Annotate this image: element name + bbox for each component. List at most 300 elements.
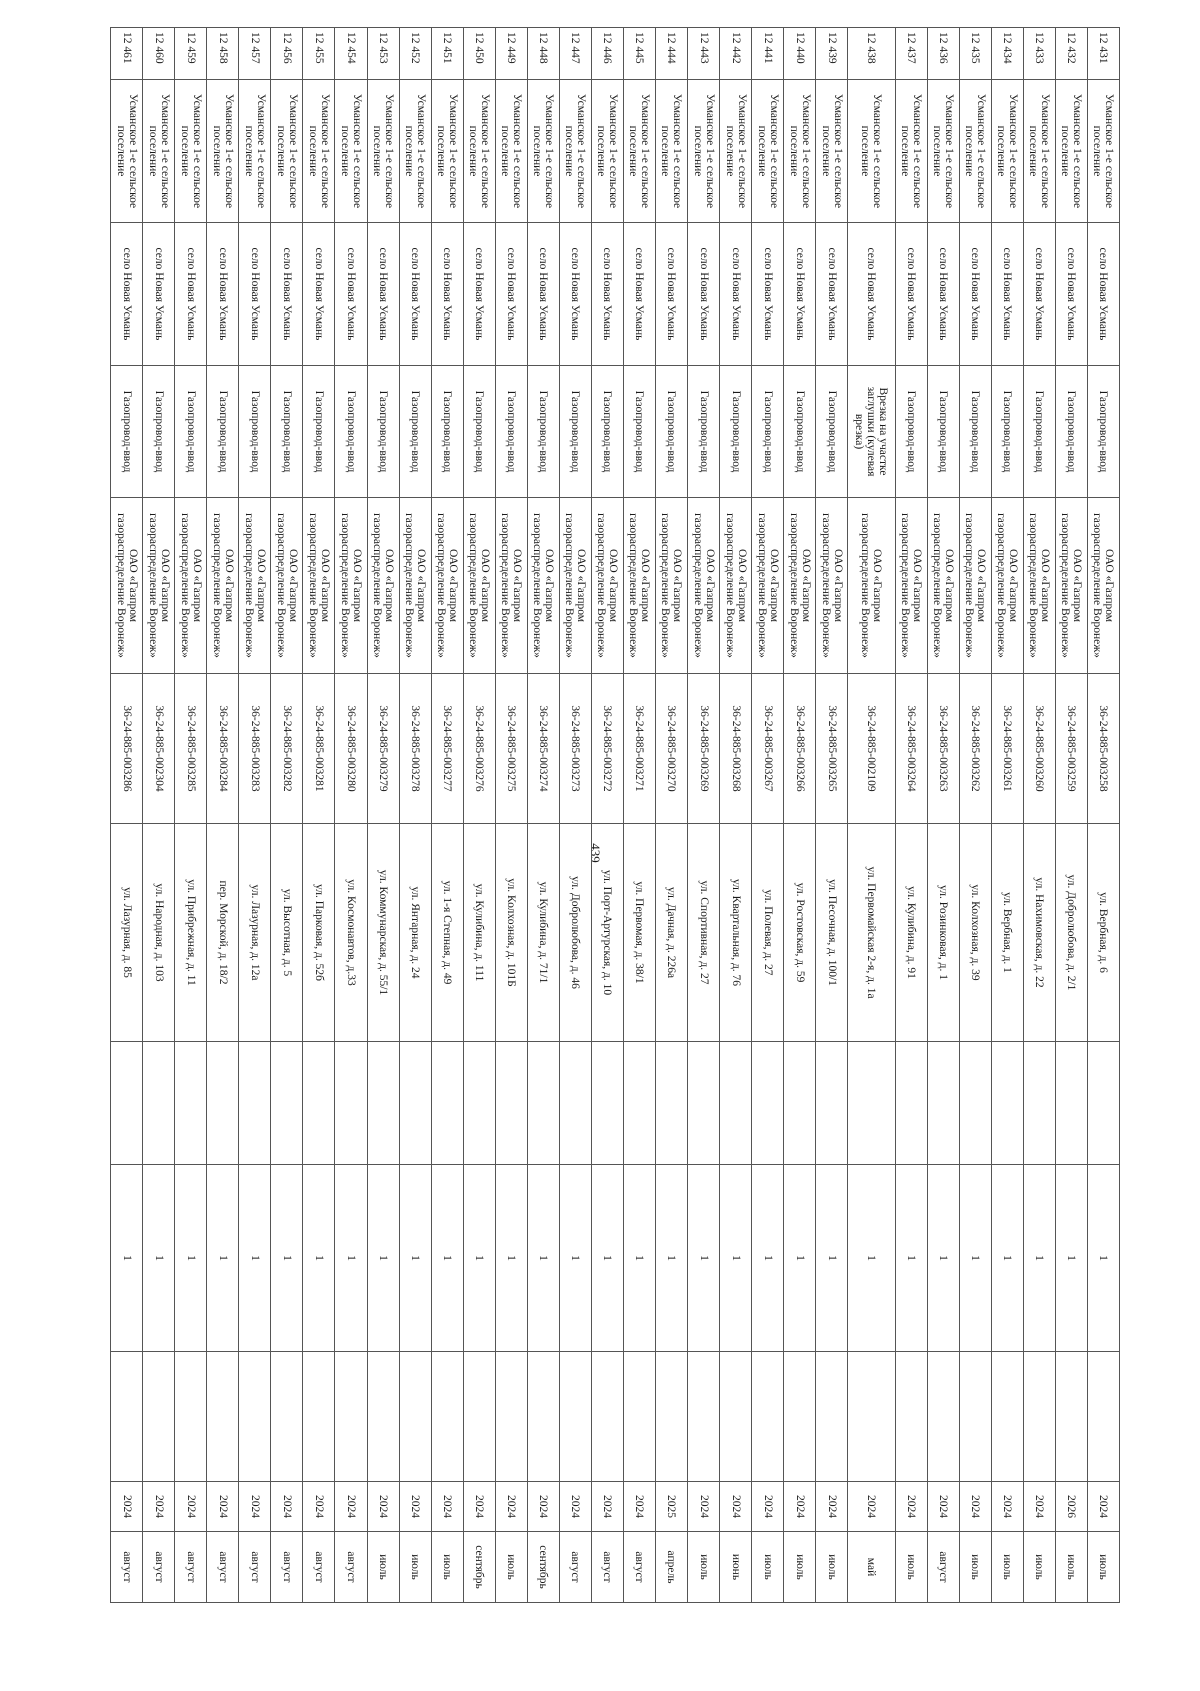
empty-cell [752, 1352, 784, 1482]
empty-cell [367, 1042, 399, 1165]
empty-cell [1023, 1352, 1055, 1482]
locality-cell: село Новая Усмань [335, 223, 367, 366]
table-row [1023, 28, 1055, 1603]
empty-cell [239, 1352, 271, 1482]
quantity-cell: 1 [991, 1165, 1023, 1352]
empty-cell [431, 1352, 463, 1482]
locality-cell: село Новая Усмань [688, 223, 720, 366]
settlement-cell: Усманское 1-е сельское поселение [959, 80, 991, 223]
row-number: 12 460 [143, 28, 175, 80]
settlement-cell: Усманское 1-е сельское поселение [495, 80, 527, 223]
owner-cell: ОАО «Газпром газораспределение Воронеж» [752, 498, 784, 674]
year-cell: 2024 [752, 1482, 784, 1532]
quantity-cell: 1 [303, 1165, 335, 1352]
address-cell: ул. Вербная, д. 6 [1087, 824, 1119, 1042]
object-type-cell: Врезка на участке заглушки (кулевая врезка) [848, 366, 895, 498]
year-cell: 2024 [720, 1482, 752, 1532]
quantity-cell: 1 [927, 1165, 959, 1352]
settlement-cell: Усманское 1-е сельское поселение [367, 80, 399, 223]
object-code-cell: 36-24-885-003283 [239, 674, 271, 824]
object-type-cell: Газопровод-ввод [752, 366, 784, 498]
object-code-cell: 36-24-885-003276 [463, 674, 495, 824]
row-number: 12 451 [431, 28, 463, 80]
quantity-cell: 1 [111, 1165, 143, 1352]
locality-cell: село Новая Усмань [143, 223, 175, 366]
row-number: 12 437 [895, 28, 927, 80]
object-code-cell: 36-24-885-003280 [335, 674, 367, 824]
empty-cell [1055, 1352, 1087, 1482]
owner-cell: ОАО «Газпром газораспределение Воронеж» [1087, 498, 1119, 674]
locality-cell: село Новая Усмань [848, 223, 895, 366]
settlement-cell: Усманское 1-е сельское поселение [720, 80, 752, 223]
object-type-cell: Газопровод-ввод [207, 366, 239, 498]
quantity-cell: 1 [399, 1165, 431, 1352]
object-code-cell: 36-24-885-003260 [1023, 674, 1055, 824]
object-code-cell: 36-24-885-003268 [720, 674, 752, 824]
address-cell: ул. Квартальная, д. 76 [720, 824, 752, 1042]
locality-cell: село Новая Усмань [367, 223, 399, 366]
owner-cell: ОАО «Газпром газораспределение Воронеж» [399, 498, 431, 674]
empty-cell [559, 1042, 591, 1165]
row-number: 12 441 [752, 28, 784, 80]
empty-cell [927, 1042, 959, 1165]
table-row [399, 28, 431, 1603]
empty-cell [399, 1042, 431, 1165]
row-number: 12 456 [271, 28, 303, 80]
year-cell: 2024 [175, 1482, 207, 1532]
settlement-cell: Усманское 1-е сельское поселение [559, 80, 591, 223]
month-cell: июль [1087, 1532, 1119, 1603]
owner-cell: ОАО «Газпром газораспределение Воронеж» [991, 498, 1023, 674]
month-cell: июль [1023, 1532, 1055, 1603]
empty-cell [463, 1042, 495, 1165]
quantity-cell: 1 [720, 1165, 752, 1352]
month-cell: июль [895, 1532, 927, 1603]
row-number: 12 439 [816, 28, 848, 80]
month-cell: июль [399, 1532, 431, 1603]
object-type-cell: Газопровод-ввод [239, 366, 271, 498]
settlement-cell: Усманское 1-е сельское поселение [623, 80, 655, 223]
empty-cell [784, 1042, 816, 1165]
row-number: 12 445 [623, 28, 655, 80]
empty-cell [367, 1352, 399, 1482]
owner-cell: ОАО «Газпром газораспределение Воронеж» [784, 498, 816, 674]
object-code-cell: 36-24-885-003270 [655, 674, 687, 824]
year-cell: 2024 [143, 1482, 175, 1532]
month-cell: август [111, 1532, 143, 1603]
table-row [848, 28, 895, 1603]
row-number: 12 458 [207, 28, 239, 80]
month-cell: июль [688, 1532, 720, 1603]
quantity-cell: 1 [431, 1165, 463, 1352]
month-cell: июль [752, 1532, 784, 1603]
empty-cell [591, 1042, 623, 1165]
owner-cell: ОАО «Газпром газораспределение Воронеж» [688, 498, 720, 674]
object-code-cell: 36-24-885-003285 [175, 674, 207, 824]
month-cell: июль [991, 1532, 1023, 1603]
object-code-cell: 36-24-885-003277 [431, 674, 463, 824]
object-type-cell: Газопровод-ввод [335, 366, 367, 498]
quantity-cell: 1 [175, 1165, 207, 1352]
empty-cell [688, 1042, 720, 1165]
year-cell: 2024 [688, 1482, 720, 1532]
month-cell: июль [431, 1532, 463, 1603]
locality-cell: село Новая Усмань [784, 223, 816, 366]
address-cell: ул. Лазурная, д. 85 [111, 824, 143, 1042]
quantity-cell: 1 [959, 1165, 991, 1352]
locality-cell: село Новая Усмань [207, 223, 239, 366]
row-number: 12 444 [655, 28, 687, 80]
object-code-cell: 36-24-885-003262 [959, 674, 991, 824]
table-row [623, 28, 655, 1603]
table-row [207, 28, 239, 1603]
quantity-cell: 1 [1087, 1165, 1119, 1352]
year-cell: 2024 [303, 1482, 335, 1532]
locality-cell: село Новая Усмань [271, 223, 303, 366]
owner-cell: ОАО «Газпром газораспределение Воронеж» [895, 498, 927, 674]
table-row [463, 28, 495, 1603]
object-type-cell: Газопровод-ввод [271, 366, 303, 498]
year-cell: 2024 [399, 1482, 431, 1532]
table-row [688, 28, 720, 1603]
address-cell: ул. Песочная, д. 100/1 [816, 824, 848, 1042]
table-row [527, 28, 559, 1603]
address-cell: ул. Кулибина, д. 111 [463, 824, 495, 1042]
object-type-cell: Газопровод-ввод [527, 366, 559, 498]
empty-cell [335, 1352, 367, 1482]
object-type-cell: Газопровод-ввод [720, 366, 752, 498]
table-row [303, 28, 335, 1603]
settlement-cell: Усманское 1-е сельское поселение [991, 80, 1023, 223]
settlement-cell: Усманское 1-е сельское поселение [752, 80, 784, 223]
object-type-cell: Газопровод-ввод [927, 366, 959, 498]
year-cell: 2024 [848, 1482, 895, 1532]
quantity-cell: 1 [848, 1165, 895, 1352]
owner-cell: ОАО «Газпром газораспределение Воронеж» [143, 498, 175, 674]
locality-cell: село Новая Усмань [591, 223, 623, 366]
locality-cell: село Новая Усмань [1023, 223, 1055, 366]
year-cell: 2024 [559, 1482, 591, 1532]
quantity-cell: 1 [1023, 1165, 1055, 1352]
empty-cell [848, 1352, 895, 1482]
month-cell: август [207, 1532, 239, 1603]
empty-cell [431, 1042, 463, 1165]
quantity-cell: 1 [495, 1165, 527, 1352]
object-code-cell: 36-24-885-003274 [527, 674, 559, 824]
object-code-cell: 36-24-885-003281 [303, 674, 335, 824]
address-cell: ул. Колхозная, д. 39 [959, 824, 991, 1042]
empty-cell [720, 1352, 752, 1482]
address-cell: ул. Кулибина, д. 91 [895, 824, 927, 1042]
locality-cell: село Новая Усмань [527, 223, 559, 366]
quantity-cell: 1 [463, 1165, 495, 1352]
quantity-cell: 1 [752, 1165, 784, 1352]
page-number: 439 [587, 843, 603, 863]
address-cell: ул. Первомая, д. 38/1 [623, 824, 655, 1042]
year-cell: 2024 [623, 1482, 655, 1532]
empty-cell [927, 1352, 959, 1482]
locality-cell: село Новая Усмань [959, 223, 991, 366]
settlement-cell: Усманское 1-е сельское поселение [143, 80, 175, 223]
empty-cell [143, 1352, 175, 1482]
locality-cell: село Новая Усмань [623, 223, 655, 366]
empty-cell [895, 1042, 927, 1165]
year-cell: 2026 [1055, 1482, 1087, 1532]
empty-cell [111, 1352, 143, 1482]
empty-cell [959, 1042, 991, 1165]
month-cell: август [591, 1532, 623, 1603]
empty-cell [816, 1352, 848, 1482]
settlement-cell: Усманское 1-е сельское поселение [895, 80, 927, 223]
owner-cell: ОАО «Газпром газораспределение Воронеж» [959, 498, 991, 674]
month-cell: май [848, 1532, 895, 1603]
settlement-cell: Усманское 1-е сельское поселение [303, 80, 335, 223]
year-cell: 2024 [991, 1482, 1023, 1532]
address-cell: ул. Высотная, д. 5 [271, 824, 303, 1042]
quantity-cell: 1 [367, 1165, 399, 1352]
locality-cell: село Новая Усмань [111, 223, 143, 366]
year-cell: 2024 [927, 1482, 959, 1532]
object-code-cell: 36-24-885-003284 [207, 674, 239, 824]
owner-cell: ОАО «Газпром газораспределение Воронеж» [111, 498, 143, 674]
empty-cell [655, 1042, 687, 1165]
row-number: 12 450 [463, 28, 495, 80]
empty-cell [784, 1352, 816, 1482]
address-cell: ул. Порт-Артурская, д. 10 [591, 824, 623, 1042]
table-row [816, 28, 848, 1603]
address-cell: ул. Добролюбова, д. 46 [559, 824, 591, 1042]
row-number: 12 447 [559, 28, 591, 80]
object-type-cell: Газопровод-ввод [399, 366, 431, 498]
empty-cell [1087, 1042, 1119, 1165]
settlement-cell: Усманское 1-е сельское поселение [816, 80, 848, 223]
row-number: 12 442 [720, 28, 752, 80]
settlement-cell: Усманское 1-е сельское поселение [175, 80, 207, 223]
address-cell: ул. Колхозная, д. 101Б [495, 824, 527, 1042]
locality-cell: село Новая Усмань [927, 223, 959, 366]
owner-cell: ОАО «Газпром газораспределение Воронеж» [175, 498, 207, 674]
object-code-cell: 36-24-885-003264 [895, 674, 927, 824]
table-row [784, 28, 816, 1603]
empty-cell [271, 1042, 303, 1165]
address-cell: ул. Полевая, д. 27 [752, 824, 784, 1042]
object-type-cell: Газопровод-ввод [111, 366, 143, 498]
object-type-cell: Газопровод-ввод [143, 366, 175, 498]
object-type-cell: Газопровод-ввод [1055, 366, 1087, 498]
quantity-cell: 1 [655, 1165, 687, 1352]
month-cell: сентябрь [463, 1532, 495, 1603]
month-cell: июль [816, 1532, 848, 1603]
year-cell: 2024 [1087, 1482, 1119, 1532]
object-type-cell: Газопровод-ввод [623, 366, 655, 498]
object-code-cell: 36-24-885-003282 [271, 674, 303, 824]
settlement-cell: Усманское 1-е сельское поселение [239, 80, 271, 223]
address-cell: ул. 1-я Степная, д. 49 [431, 824, 463, 1042]
owner-cell: ОАО «Газпром газораспределение Воронеж» [1023, 498, 1055, 674]
settlement-cell: Усманское 1-е сельское поселение [527, 80, 559, 223]
address-cell: ул. Вербная, д. 1 [991, 824, 1023, 1042]
address-cell: ул. Кулибина, д. 71/1 [527, 824, 559, 1042]
year-cell: 2024 [1023, 1482, 1055, 1532]
owner-cell: ОАО «Газпром газораспределение Воронеж» [335, 498, 367, 674]
empty-cell [335, 1042, 367, 1165]
object-code-cell: 36-24-885-003269 [688, 674, 720, 824]
table-body [111, 28, 1120, 1603]
object-type-cell: Газопровод-ввод [816, 366, 848, 498]
empty-cell [303, 1352, 335, 1482]
address-cell: ул. Розинковая, д. 1 [927, 824, 959, 1042]
empty-cell [1023, 1042, 1055, 1165]
month-cell: август [239, 1532, 271, 1603]
month-cell: июль [959, 1532, 991, 1603]
owner-cell: ОАО «Газпром газораспределение Воронеж» [303, 498, 335, 674]
month-cell: август [927, 1532, 959, 1603]
address-cell: ул. Янтарная, д. 24 [399, 824, 431, 1042]
year-cell: 2024 [591, 1482, 623, 1532]
object-code-cell: 36-24-885-003278 [399, 674, 431, 824]
owner-cell: ОАО «Газпром газораспределение Воронеж» [848, 498, 895, 674]
object-code-cell: 36-24-885-003263 [927, 674, 959, 824]
object-code-cell: 36-24-885-003271 [623, 674, 655, 824]
month-cell: август [303, 1532, 335, 1603]
table-row [895, 28, 927, 1603]
empty-cell [816, 1042, 848, 1165]
locality-cell: село Новая Усмань [495, 223, 527, 366]
month-cell: июль [495, 1532, 527, 1603]
object-code-cell: 36-24-885-002304 [143, 674, 175, 824]
quantity-cell: 1 [207, 1165, 239, 1352]
object-type-cell: Газопровод-ввод [591, 366, 623, 498]
table-row [111, 28, 143, 1603]
object-type-cell: Газопровод-ввод [495, 366, 527, 498]
settlement-cell: Усманское 1-е сельское поселение [431, 80, 463, 223]
row-number: 12 459 [175, 28, 207, 80]
owner-cell: ОАО «Газпром газораспределение Воронеж» [495, 498, 527, 674]
row-number: 12 443 [688, 28, 720, 80]
empty-cell [848, 1042, 895, 1165]
year-cell: 2024 [463, 1482, 495, 1532]
settlement-cell: Усманское 1-е сельское поселение [784, 80, 816, 223]
row-number: 12 448 [527, 28, 559, 80]
empty-cell [527, 1042, 559, 1165]
empty-cell [655, 1352, 687, 1482]
object-code-cell: 36-24-885-003258 [1087, 674, 1119, 824]
empty-cell [463, 1352, 495, 1482]
owner-cell: ОАО «Газпром газораспределение Воронеж» [623, 498, 655, 674]
object-code-cell: 36-24-885-003266 [784, 674, 816, 824]
object-type-cell: Газопровод-ввод [1023, 366, 1055, 498]
month-cell: сентябрь [527, 1532, 559, 1603]
table-row [175, 28, 207, 1603]
settlement-cell: Усманское 1-е сельское поселение [655, 80, 687, 223]
table-row [991, 28, 1023, 1603]
object-type-cell: Газопровод-ввод [175, 366, 207, 498]
address-cell: ул. Первомайская 2-я, д. 1а [848, 824, 895, 1042]
table-row [591, 28, 623, 1603]
quantity-cell: 1 [591, 1165, 623, 1352]
object-type-cell: Газопровод-ввод [655, 366, 687, 498]
locality-cell: село Новая Усмань [175, 223, 207, 366]
address-cell: ул. Нахимовская, д. 22 [1023, 824, 1055, 1042]
year-cell: 2024 [816, 1482, 848, 1532]
empty-cell [959, 1352, 991, 1482]
owner-cell: ОАО «Газпром газораспределение Воронеж» [431, 498, 463, 674]
row-number: 12 452 [399, 28, 431, 80]
address-cell: ул. Народная, д. 103 [143, 824, 175, 1042]
object-type-cell: Газопровод-ввод [991, 366, 1023, 498]
table-row [239, 28, 271, 1603]
quantity-cell: 1 [784, 1165, 816, 1352]
year-cell: 2024 [207, 1482, 239, 1532]
empty-cell [111, 1042, 143, 1165]
empty-cell [495, 1042, 527, 1165]
settlement-cell: Усманское 1-е сельское поселение [399, 80, 431, 223]
month-cell: апрель [655, 1532, 687, 1603]
row-number: 12 455 [303, 28, 335, 80]
row-number: 12 435 [959, 28, 991, 80]
table-row [1087, 28, 1119, 1603]
table-row [495, 28, 527, 1603]
row-number: 12 431 [1087, 28, 1119, 80]
empty-cell [623, 1042, 655, 1165]
locality-cell: село Новая Усмань [816, 223, 848, 366]
table-row [655, 28, 687, 1603]
month-cell: август [335, 1532, 367, 1603]
address-cell: ул. Парковая, д. 52б [303, 824, 335, 1042]
quantity-cell: 1 [271, 1165, 303, 1352]
month-cell: июль [1055, 1532, 1087, 1603]
row-number: 12 434 [991, 28, 1023, 80]
year-cell: 2024 [335, 1482, 367, 1532]
row-number: 12 440 [784, 28, 816, 80]
year-cell: 2024 [367, 1482, 399, 1532]
quantity-cell: 1 [623, 1165, 655, 1352]
object-type-cell: Газопровод-ввод [688, 366, 720, 498]
table-row [431, 28, 463, 1603]
quantity-cell: 1 [143, 1165, 175, 1352]
locality-cell: село Новая Усмань [720, 223, 752, 366]
year-cell: 2024 [111, 1482, 143, 1532]
settlement-cell: Усманское 1-е сельское поселение [463, 80, 495, 223]
locality-cell: село Новая Усмань [1055, 223, 1087, 366]
object-code-cell: 36-24-885-003273 [559, 674, 591, 824]
owner-cell: ОАО «Газпром газораспределение Воронеж» [591, 498, 623, 674]
month-cell: август [559, 1532, 591, 1603]
row-number: 12 438 [848, 28, 895, 80]
month-cell: июнь [720, 1532, 752, 1603]
empty-cell [559, 1352, 591, 1482]
row-number: 12 433 [1023, 28, 1055, 80]
empty-cell [991, 1352, 1023, 1482]
owner-cell: ОАО «Газпром газораспределение Воронеж» [527, 498, 559, 674]
object-code-cell: 36-24-885-003272 [591, 674, 623, 824]
year-cell: 2024 [271, 1482, 303, 1532]
locality-cell: село Новая Усмань [655, 223, 687, 366]
object-type-cell: Газопровод-ввод [895, 366, 927, 498]
table-row [367, 28, 399, 1603]
empty-cell [207, 1042, 239, 1165]
year-cell: 2024 [431, 1482, 463, 1532]
row-number: 12 449 [495, 28, 527, 80]
locality-cell: село Новая Усмань [752, 223, 784, 366]
table-row [271, 28, 303, 1603]
settlement-cell: Усманское 1-е сельское поселение [591, 80, 623, 223]
year-cell: 2025 [655, 1482, 687, 1532]
quantity-cell: 1 [527, 1165, 559, 1352]
empty-cell [591, 1352, 623, 1482]
empty-cell [143, 1042, 175, 1165]
table-row [143, 28, 175, 1603]
